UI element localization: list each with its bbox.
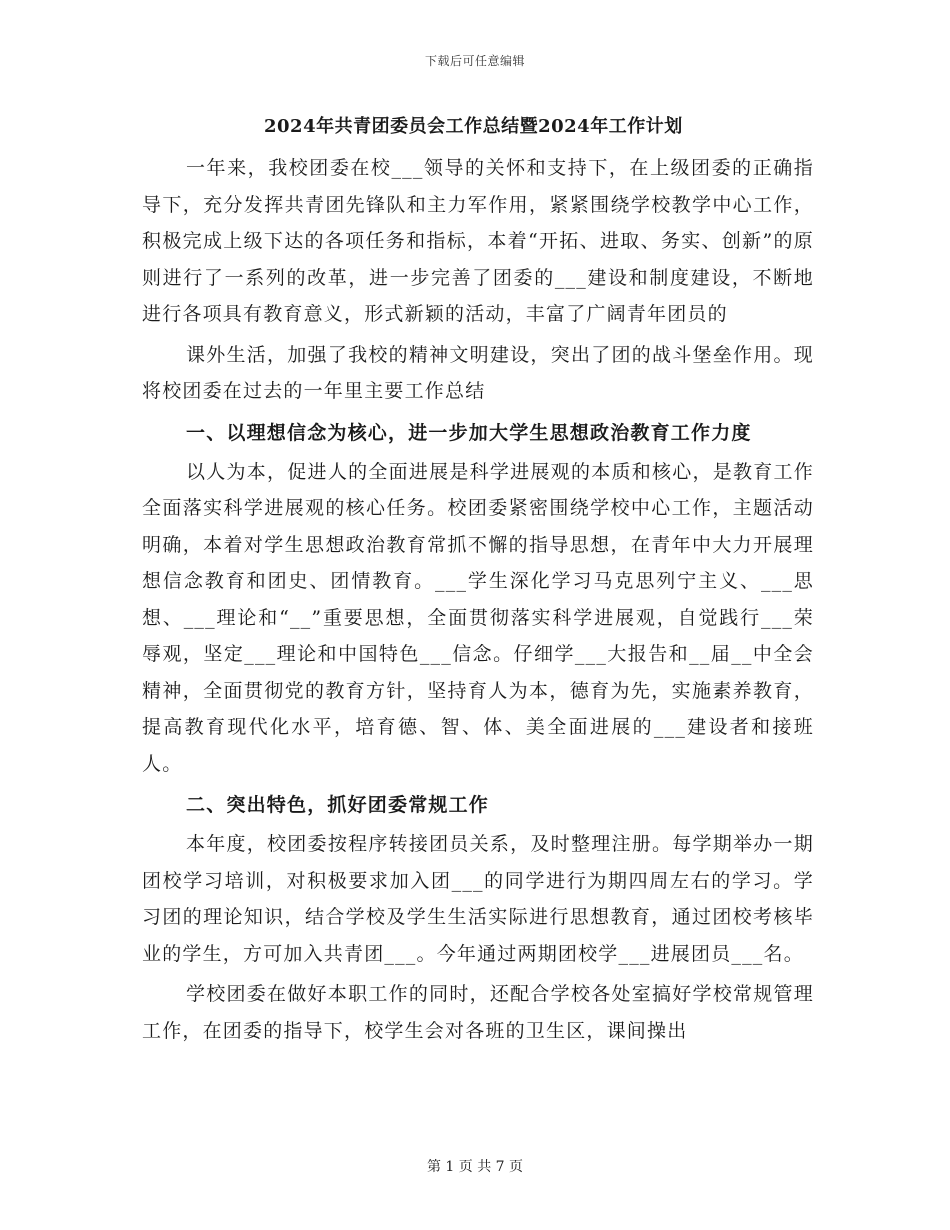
intro-paragraph: 一年来，我校团委在校___领导的关怀和支持下，在上级团委的正确指导下，充分发挥共青团先锋队和主力军作用，紧紧围绕学校教学中心工作，积极完成上级下达的各项任务和指标，本着“开拓、进取、务实、创新”的原则进行了一系列的改革，进一步完善了团委的___建设和制度建设，不断地进行各项具有教育意义，形式新颖的活动，丰富了广阔青年团员的	[142, 157, 814, 325]
section-paragraph: 以人为本，促进人的全面进展是科学进展观的本质和核心，是教育工作全面落实科学进展观的核心任务。校团委紧密围绕学校中心工作，主题活动明确，本着对学生思想政治教育常抓不懈的指导思想，在青年中大力开展理想信念教育和团史、团情教育。___学生深化学习马克思列宁主义、___思想、___理论和“__”重要思想，全面贯彻落实科学进展观，自觉践行___荣辱观，坚定___理论和中国特色___信念。仔细学___大报告和__届__中全会精神，全面贯彻党的教育方针，坚持育人为本，德育为先，实施素养教育，提高教育现代化水平，培育德、智、体、美全面进展的___建设者和接班人。	[142, 460, 814, 775]
section-heading: 一、以理想信念为核心，进一步加大学生思想政治教育工作力度	[186, 421, 752, 444]
document-title: 2024年共青团委员会工作总结暨2024年工作计划	[264, 116, 683, 137]
page-number: 第 1 页 共 7 页	[426, 1159, 524, 1175]
section-heading: 二、突出特色，抓好团委常规工作	[186, 794, 490, 816]
section-paragraph: 学校团委在做好本职工作的同时，还配合学校各处室搞好学校常规管理工作，在团委的指导下，校学生会对各班的卫生区，课间操出	[142, 983, 814, 1042]
intro-paragraph: 课外生活，加强了我校的精神文明建设，突出了团的战斗堡垒作用。现将校团委在过去的一年里主要工作总结	[142, 343, 814, 402]
section-paragraph: 本年度，校团委按程序转接团员关系，及时整理注册。每学期举办一期团校学习培训，对积极要求加入团___的同学进行为期四周左右的学习。学习团的理论知识，结合学校及学生生活实际进行思想教育，通过团校考核毕业的学生，方可加入共青团___。今年通过两期团校学___进展团员___名。	[142, 833, 814, 965]
document-body	[142, 110, 814, 1053]
header-note: 下载后可任意编辑	[424, 54, 525, 68]
